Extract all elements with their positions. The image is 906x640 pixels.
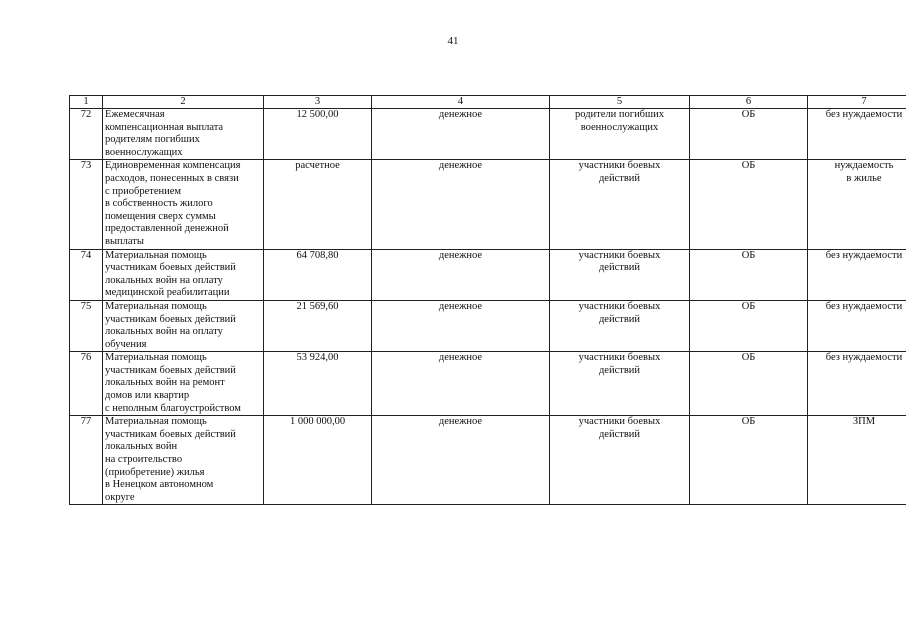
- column-header: 4: [372, 96, 550, 109]
- eligibility-condition: [808, 416, 906, 505]
- row-number: [70, 109, 103, 160]
- benefit-form-line: денежное: [438, 416, 483, 428]
- benefit-recipients-line: участники боевых: [578, 352, 661, 364]
- benefit-recipients-line: действий: [598, 262, 641, 274]
- benefit-recipients: [550, 160, 690, 249]
- benefit-name-line: на строительство: [105, 454, 183, 466]
- budget-source: [690, 109, 808, 160]
- column-header: 5: [550, 96, 690, 109]
- benefit-name: [103, 109, 264, 160]
- eligibility-condition: [808, 352, 906, 416]
- benefit-recipients: [550, 416, 690, 505]
- eligibility-condition-line: нуждаемость: [834, 160, 894, 172]
- benefit-recipients-line: действий: [598, 313, 641, 325]
- benefit-name-line: участникам боевых действий: [105, 313, 236, 325]
- benefit-recipients-line: действий: [598, 364, 641, 376]
- benefit-form-line: денежное: [438, 249, 483, 261]
- benefit-amount-line: 53 924,00: [296, 352, 339, 364]
- benefit-amount-line: 1 000 000,00: [289, 416, 346, 428]
- benefit-form-line: денежное: [438, 300, 483, 312]
- budget-source: [690, 416, 808, 505]
- benefit-form: [372, 109, 550, 160]
- budget-source-line: ОБ: [741, 416, 756, 428]
- benefit-name-line: локальных войн на оплату: [105, 274, 223, 286]
- table-row: [70, 416, 906, 505]
- benefit-name-line: Ежемесячная: [105, 109, 165, 120]
- row-number-line: 72: [80, 109, 92, 120]
- table-row: [70, 249, 906, 300]
- benefit-amount: [264, 160, 372, 249]
- benefit-recipients: [550, 109, 690, 160]
- table-row: [70, 300, 906, 351]
- eligibility-condition-line: без нуждаемости: [825, 300, 903, 312]
- benefit-form: [372, 249, 550, 300]
- row-number-line: 77: [80, 416, 92, 428]
- benefit-recipients-line: действий: [598, 172, 641, 184]
- eligibility-condition: [808, 160, 906, 249]
- eligibility-condition: [808, 300, 906, 351]
- column-header: 1: [70, 96, 103, 109]
- benefit-recipients-line: участники боевых: [578, 249, 661, 261]
- benefit-recipients-line: военнослужащих: [580, 121, 659, 133]
- benefit-name: [103, 352, 264, 416]
- benefit-recipients: [550, 352, 690, 416]
- benefit-amount-line: расчетное: [295, 160, 340, 172]
- row-number-line: 74: [80, 249, 92, 261]
- benefit-name-line: расходов, понесенных в связи: [105, 172, 239, 184]
- budget-source-line: ОБ: [741, 249, 756, 261]
- benefit-amount: [264, 352, 372, 416]
- benefit-name-line: локальных войн на оплату: [105, 326, 223, 338]
- benefit-form-line: денежное: [438, 109, 483, 120]
- benefit-name-line: родителям погибших: [105, 134, 200, 146]
- benefit-form: [372, 300, 550, 351]
- benefit-form-line: денежное: [438, 160, 483, 172]
- benefit-name-line: с приобретением: [105, 185, 182, 197]
- budget-source-line: ОБ: [741, 109, 756, 120]
- eligibility-condition: [808, 109, 906, 160]
- row-number: [70, 416, 103, 505]
- column-header: 3: [264, 96, 372, 109]
- benefit-recipients-line: участники боевых: [578, 416, 661, 428]
- budget-source-line: ОБ: [741, 160, 756, 172]
- row-number-line: 76: [80, 352, 92, 364]
- row-number-line: 73: [80, 160, 92, 172]
- benefit-form: [372, 160, 550, 249]
- benefit-recipients-line: участники боевых: [578, 300, 661, 312]
- benefit-name-line: участникам боевых действий: [105, 428, 236, 440]
- budget-source: [690, 300, 808, 351]
- benefit-amount: [264, 109, 372, 160]
- budget-source: [690, 249, 808, 300]
- benefit-name-line: Материальная помощь: [105, 352, 207, 364]
- benefit-name-line: Материальная помощь: [105, 416, 207, 428]
- benefit-recipients-line: родители погибших: [575, 109, 664, 120]
- row-number: [70, 352, 103, 416]
- benefit-form-line: денежное: [438, 352, 483, 364]
- benefit-name-line: компенсационная выплата: [105, 121, 224, 133]
- benefit-name-line: в собственность жилого: [105, 198, 213, 210]
- row-number: [70, 300, 103, 351]
- table-row: [70, 109, 906, 160]
- header-row: [70, 96, 906, 109]
- column-header: 7: [808, 96, 906, 109]
- benefit-amount: [264, 300, 372, 351]
- benefits-table: [69, 95, 906, 505]
- benefit-name-line: медицинской реабилитации: [105, 287, 230, 299]
- row-number-line: 75: [80, 300, 92, 312]
- benefit-recipients-line: участники боевых: [578, 160, 661, 172]
- benefit-name: [103, 416, 264, 505]
- benefit-amount-line: 21 569,60: [296, 300, 339, 312]
- eligibility-condition-line: в жилье: [846, 172, 882, 184]
- column-header: 6: [690, 96, 808, 109]
- eligibility-condition-line: без нуждаемости: [825, 249, 903, 261]
- benefit-recipients: [550, 300, 690, 351]
- benefit-name-line: военнослужащих: [105, 146, 183, 158]
- benefit-name-line: округе: [105, 491, 135, 503]
- budget-source: [690, 352, 808, 416]
- benefit-name: [103, 160, 264, 249]
- benefit-name-line: участникам боевых действий: [105, 262, 236, 274]
- benefit-name: [103, 249, 264, 300]
- eligibility-condition-line: ЗПМ: [852, 416, 876, 428]
- benefit-name-line: локальных войн: [105, 441, 178, 453]
- benefit-name-line: Материальная помощь: [105, 249, 207, 261]
- benefit-amount: [264, 249, 372, 300]
- benefit-recipients-line: действий: [598, 428, 641, 440]
- eligibility-condition-line: без нуждаемости: [825, 109, 903, 120]
- page-number: 41: [447, 35, 459, 47]
- benefit-name-line: Материальная помощь: [105, 300, 207, 312]
- row-number: [70, 249, 103, 300]
- benefit-name-line: в Ненецком автономном: [105, 479, 214, 491]
- benefit-amount: [264, 416, 372, 505]
- benefit-amount-line: 12 500,00: [296, 109, 339, 120]
- benefit-name-line: Единовременная компенсация: [105, 160, 241, 172]
- budget-source-line: ОБ: [741, 300, 756, 312]
- benefit-name-line: выплаты: [105, 235, 144, 247]
- benefit-name-line: домов или квартир: [105, 390, 190, 402]
- benefit-name-line: с неполным благоустройством: [105, 402, 241, 414]
- row-number: [70, 160, 103, 249]
- budget-source: [690, 160, 808, 249]
- benefit-recipients: [550, 249, 690, 300]
- benefit-form: [372, 416, 550, 505]
- benefit-name-line: предоставленной денежной: [105, 223, 229, 235]
- benefit-name-line: локальных войн на ремонт: [105, 377, 225, 389]
- benefit-name-line: участникам боевых действий: [105, 364, 236, 376]
- table-row: [70, 352, 906, 416]
- budget-source-line: ОБ: [741, 352, 756, 364]
- benefit-name-line: помещения сверх суммы: [105, 210, 216, 222]
- column-header: 2: [103, 96, 264, 109]
- benefit-name-line: обучения: [105, 338, 147, 350]
- table-row: [70, 160, 906, 249]
- eligibility-condition-line: без нуждаемости: [825, 352, 903, 364]
- benefit-name-line: (приобретение) жилья: [105, 466, 205, 478]
- eligibility-condition: [808, 249, 906, 300]
- benefit-form: [372, 352, 550, 416]
- benefit-amount-line: 64 708,80: [296, 249, 339, 261]
- benefit-name: [103, 300, 264, 351]
